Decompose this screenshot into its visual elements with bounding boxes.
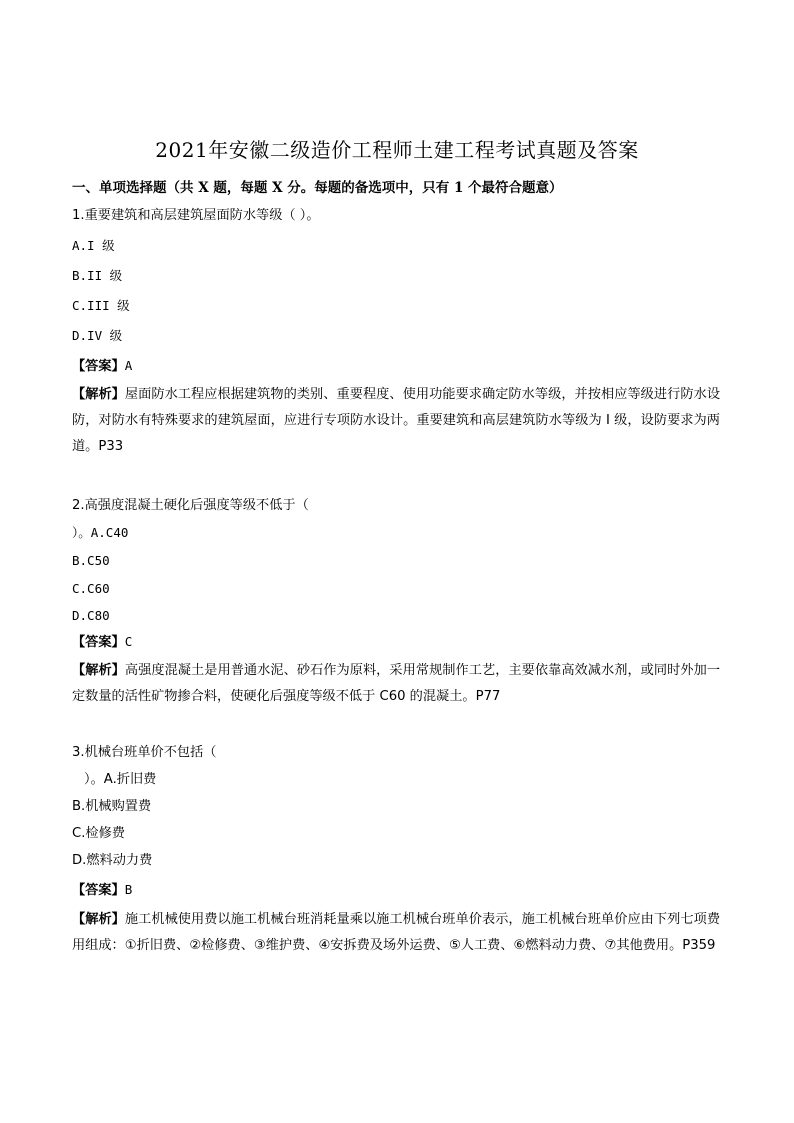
- analysis-text: 屋面防水工程应根据建筑物的类别、重要程度、使用功能要求确定防水等级，并按相应等级进行防水设防，对防水有特殊要求的建筑屋面，应进行专项防水设计。重要建筑和高层建筑防水等级为 I 级，设防要求为两道。P33: [72, 387, 721, 454]
- question-1-stem: 1.重要建筑和高层建筑屋面防水等级（ ）。: [72, 208, 320, 223]
- question-3-option-c: C.检修费: [72, 826, 125, 841]
- answer-value: A: [124, 358, 133, 373]
- question-2-option-d: D.C80: [72, 608, 110, 623]
- question-3-stem-continued: ）。A.折旧费: [84, 772, 157, 787]
- analysis-label: 【解析】: [72, 663, 125, 678]
- question-3-analysis: [72, 907, 720, 959]
- question-2-analysis: [72, 658, 720, 710]
- analysis-text: 高强度混凝土是用普通水泥、砂石作为原料，采用常规制作工艺，主要依靠高效减水剂，或同时外加一定数量的活性矿物掺合料，使硬化后强度等级不低于 C60 的混凝土。P77: [72, 663, 721, 704]
- question-3-option-b: B.机械购置费: [72, 799, 152, 814]
- question-2-option-c: C.C60: [72, 581, 110, 596]
- question-1-option-d: D.IV 级: [72, 328, 123, 343]
- question-3-stem: 3.机械台班单价不包括（: [72, 745, 217, 760]
- question-1-option-b: B.II 级: [72, 268, 123, 283]
- analysis-label: 【解析】: [72, 387, 125, 402]
- question-2-stem-continued: ）。A.C40: [72, 525, 129, 540]
- question-3-option-d: D.燃料动力费: [72, 853, 153, 868]
- answer-value: C: [124, 634, 133, 649]
- question-1-analysis: [72, 382, 720, 460]
- question-1-answer: [72, 357, 132, 376]
- question-1-option-c: C.III 级: [72, 298, 130, 313]
- analysis-label: 【解析】: [72, 912, 125, 927]
- analysis-text: 施工机械使用费以施工机械台班消耗量乘以施工机械台班单价表示，施工机械台班单价应由下列七项费用组成：①折旧费、②检修费、③维护费、④安拆费及场外运费、⑤人工费、⑥燃料动力费、⑦其他费用。P359: [72, 912, 721, 953]
- answer-value: B: [124, 882, 133, 897]
- document-title: 2021年安徽二级造价工程师土建工程考试真题及答案: [155, 138, 639, 162]
- question-1-option-a: A.I 级: [72, 238, 115, 253]
- question-2-answer: [72, 633, 132, 652]
- question-2-option-b: B.C50: [72, 553, 110, 568]
- section-heading: 一、单项选择题（共 X 题，每题 X 分。每题的备选项中，只有 1 个最符合题意）: [72, 180, 563, 196]
- answer-label: 【答案】: [72, 359, 125, 374]
- answer-label: 【答案】: [72, 883, 125, 898]
- answer-label: 【答案】: [72, 635, 125, 650]
- question-2-stem: 2.高强度混凝土硬化后强度等级不低于（: [72, 498, 309, 513]
- question-3-answer: [72, 881, 132, 900]
